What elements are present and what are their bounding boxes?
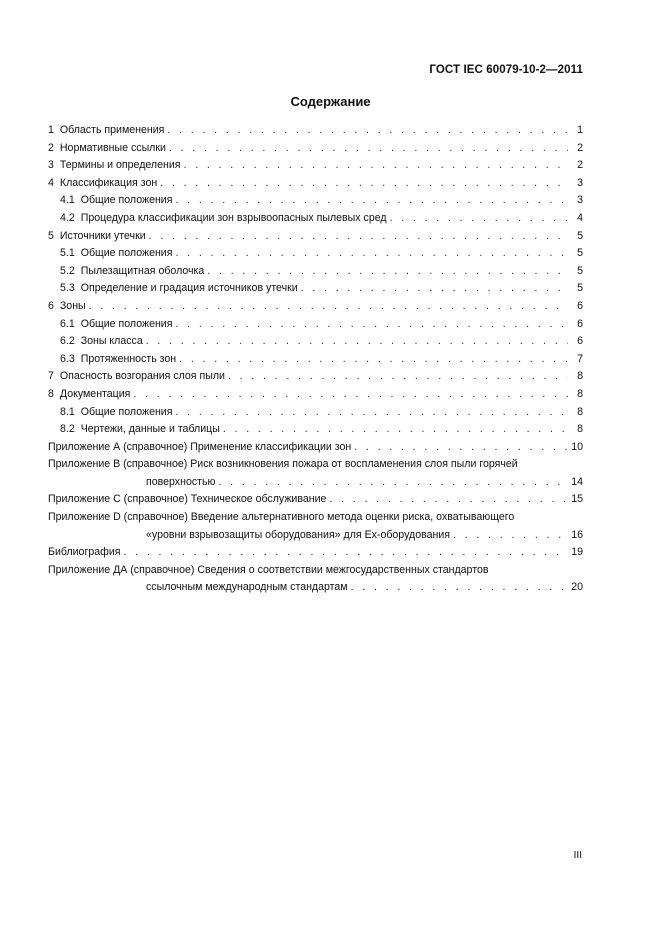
toc-entry-page: 5	[577, 247, 583, 260]
leader-dots	[218, 474, 568, 492]
toc-entry-title: Область применения	[59, 124, 165, 136]
toc-entry-title: Приложение D (справочное) Введение альтернативного метода оценки риска, охватывающего	[48, 511, 515, 524]
toc-entry-number: 4.1	[60, 194, 75, 207]
leader-dots	[179, 351, 568, 369]
document-code: ГОСТ IEC 60079-10-2—2011	[429, 64, 583, 76]
toc-entry-page: 5	[577, 229, 583, 242]
toc-entry-page: 6	[577, 299, 583, 312]
toc-entry-page: 8	[577, 387, 583, 400]
toc-entry-title: Зоны	[59, 299, 86, 312]
toc-subentry[interactable]	[48, 421, 583, 439]
toc-entry-page: 8	[577, 423, 583, 436]
toc-entry-page: 19	[571, 546, 583, 559]
toc-entry-continuation	[48, 527, 583, 545]
toc-entry[interactable]	[48, 368, 583, 386]
toc-entry-page: 15	[571, 493, 583, 506]
toc-entry-title: Пылезащитная оболочка	[80, 264, 205, 277]
leader-dots	[184, 157, 568, 175]
toc-entry-title: Общие положения	[80, 194, 173, 207]
page-number: III	[573, 850, 582, 861]
toc-entry-title: Приложение А (справочное) Применение классификации зон	[48, 440, 352, 453]
toc-annex-b[interactable]	[48, 456, 583, 491]
leader-dots	[390, 210, 568, 228]
leader-dots	[89, 298, 568, 316]
toc-entry-title: Приложение ДА (справочное) Сведения о соответствии межгосударственных стандартов	[48, 563, 489, 576]
leader-dots	[354, 439, 568, 457]
toc-entry-number: 7	[48, 370, 54, 383]
toc-entry-title-line2: «уровни взрывозащиты оборудования» для Ex-оборудования	[146, 528, 451, 541]
leader-dots	[301, 280, 568, 298]
toc-entry[interactable]	[48, 228, 583, 246]
toc-entry-number: 5.1	[60, 247, 75, 260]
toc-entry-title: Общие положения	[80, 317, 173, 330]
toc-entry-title: Источники утечки	[59, 229, 146, 242]
toc-subentry[interactable]	[48, 263, 583, 281]
toc-bibliography[interactable]	[48, 544, 583, 562]
leader-dots	[149, 228, 568, 246]
leader-dots	[228, 368, 568, 386]
toc-entry[interactable]	[48, 140, 583, 158]
leader-dots	[175, 404, 568, 422]
toc-annex-da[interactable]	[48, 562, 583, 597]
toc-entry-page: 8	[577, 405, 583, 418]
toc-entry-page: 8	[577, 370, 583, 383]
toc-entry-page: 6	[577, 335, 583, 348]
leader-dots	[453, 527, 568, 545]
toc-subentry[interactable]	[48, 404, 583, 422]
leader-dots	[123, 544, 568, 562]
toc-entry-number: 6.1	[60, 317, 75, 330]
toc-entry-page: 7	[577, 352, 583, 365]
toc-entry-title: Документация	[59, 387, 131, 400]
toc-entry-title: Опасность возгорания слоя пыли	[59, 370, 225, 383]
leader-dots	[169, 140, 568, 158]
toc-entry-number: 6	[48, 299, 54, 312]
toc-annex-c[interactable]	[48, 491, 583, 509]
toc-entry-title: Процедура классификации зон взрывоопасных пылевых сред	[80, 211, 387, 224]
toc-entry-page: 1	[577, 124, 583, 136]
toc-entry-title: Чертежи, данные и таблицы	[80, 423, 220, 436]
toc-entry-title: Зоны класса	[80, 335, 143, 348]
toc-entry-number: 2	[48, 141, 54, 154]
toc-entry-title: Библиография	[48, 546, 121, 559]
leader-dots	[133, 386, 568, 404]
toc-entry-page: 14	[571, 475, 583, 488]
toc-entry-number: 6.3	[60, 352, 75, 365]
toc-entry-title: Нормативные ссылки	[59, 141, 166, 154]
toc-entry-continuation	[48, 579, 583, 597]
toc-entry-page: 16	[571, 528, 583, 541]
toc-entry-title: Приложение С (справочное) Техническое обслуживание	[48, 493, 327, 506]
leader-dots	[167, 122, 568, 140]
toc-entry-continuation	[48, 474, 583, 492]
toc-entry-page: 20	[571, 581, 583, 594]
toc-entry[interactable]	[48, 386, 583, 404]
toc-entry-page: 4	[577, 211, 583, 224]
leader-dots	[160, 175, 568, 193]
leader-dots	[223, 421, 568, 439]
toc-subentry[interactable]	[48, 316, 583, 334]
toc-entry-title: Приложение В (справочное) Риск возникновения пожара от воспламенения слоя пыли горячей	[48, 458, 518, 471]
toc-subentry[interactable]	[48, 351, 583, 369]
toc-entry-page: 3	[577, 176, 583, 189]
toc-entry-number: 4	[48, 176, 54, 189]
toc-subentry[interactable]	[48, 210, 583, 228]
toc-annex-a[interactable]	[48, 439, 583, 457]
toc-entry-number: 8.2	[60, 423, 75, 436]
toc-entry-number: 4.2	[60, 211, 75, 224]
toc-entry-number: 5.2	[60, 264, 75, 277]
toc-title: Содержание	[290, 94, 371, 109]
leader-dots	[329, 491, 568, 509]
toc-entry-title-line2: поверхностью	[146, 475, 216, 488]
toc-subentry[interactable]	[48, 280, 583, 298]
leader-dots	[175, 316, 568, 334]
leader-dots	[175, 245, 568, 263]
leader-dots	[175, 192, 568, 210]
toc-entry-title: Определение и градация источников утечки	[80, 282, 298, 295]
toc-entry-page: 5	[577, 282, 583, 295]
toc-entry-title: Классификация зон	[59, 176, 158, 189]
toc-entry[interactable]	[48, 157, 583, 175]
toc-entry-title: Общие положения	[80, 247, 173, 260]
toc-annex-d[interactable]	[48, 509, 583, 544]
toc-entry-page: 6	[577, 317, 583, 330]
toc-entry-title: Общие положения	[80, 405, 173, 418]
toc-entry-page: 3	[577, 194, 583, 207]
toc-entry-page: 2	[577, 159, 583, 172]
toc-entry-page: 5	[577, 264, 583, 277]
toc-entry-page: 10	[571, 440, 583, 453]
toc-entry-number: 3	[48, 159, 54, 172]
toc-entry-title-line2: ссылочным международным стандартам	[146, 581, 348, 594]
toc-entry-number: 8	[48, 387, 54, 400]
toc-subentry[interactable]	[48, 245, 583, 263]
toc-subentry[interactable]	[48, 333, 583, 351]
toc-entry-page: 2	[577, 141, 583, 154]
toc-entry-number: 1	[48, 124, 54, 136]
toc-subentry[interactable]	[48, 192, 583, 210]
leader-dots	[351, 579, 568, 597]
toc-entry[interactable]	[48, 122, 583, 140]
toc-entry[interactable]	[48, 298, 583, 316]
toc-entry-number: 5.3	[60, 282, 75, 295]
toc-entry-number: 5	[48, 229, 54, 242]
toc-entry-title: Протяженность зон	[80, 352, 177, 365]
toc-entry-title: Термины и определения	[59, 159, 181, 172]
leader-dots	[146, 333, 568, 351]
table-of-contents	[48, 122, 583, 597]
toc-entry-number: 8.1	[60, 405, 75, 418]
toc-entry[interactable]	[48, 175, 583, 193]
toc-entry-number: 6.2	[60, 335, 75, 348]
leader-dots	[207, 263, 568, 281]
